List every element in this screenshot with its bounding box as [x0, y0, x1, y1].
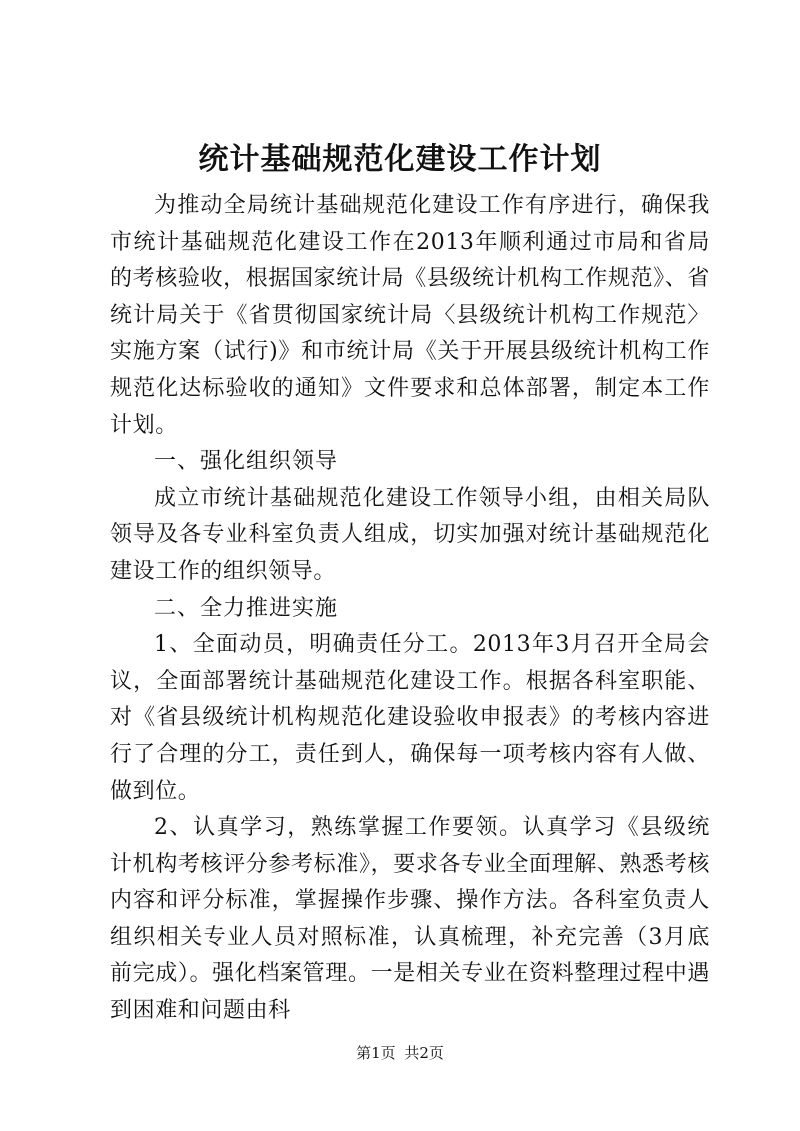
page-number: 第1页: [356, 1044, 396, 1062]
item-2-paragraph: 2、认真学习，熟练掌握工作要领。认真学习《县级统计机构考核评分参考标准》，要求各专业全面理解、熟悉考核内容和评分标准，掌握操作步骤、操作方法。各科室负责人组织相关专业人员对照标准，认真梳理，补充完善（3月底前完成）。强化档案管理。一是相关专业在资料整理过程中遇到困难和问题由科: [110, 815, 710, 1024]
document-body: [110, 188, 710, 1030]
document-title: 统计基础规范化建设工作计划: [198, 142, 602, 177]
section-heading-2: 二、全力推进实施: [154, 595, 339, 621]
section-1-paragraph: 成立市统计基础规范化建设工作领导小组，由相关局队领导及各专业科室负责人组成，切实加强对统计基础规范化建设工作的组织领导。: [110, 485, 710, 584]
item-1-paragraph: 1、全面动员，明确责任分工。2013年3月召开全局会议，全面部署统计基础规范化建设工作。根据各科室职能、对《省县级统计机构规范化建设验收申报表》的考核内容进行了合理的分工，责任到人，确保每一项考核内容有人做、做到位。: [110, 632, 710, 804]
intro-paragraph: 为推动全局统计基础规范化建设工作有序进行，确保我市统计基础规范化建设工作在2013年顺利通过市局和省局的考核验收，根据国家统计局《县级统计机构工作规范》、省统计局关于《省贯彻国家统计局〈县级统计机构工作规范〉实施方案（试行)》和市统计局《关于开展县级统计机构工作规范化达标验收的通知》文件要求和总体部署，制定本工作计划。: [110, 193, 710, 438]
section-heading-1: 一、强化组织领导: [154, 449, 339, 475]
page-footer: [0, 1043, 800, 1063]
page-total: 共2页: [404, 1044, 444, 1062]
